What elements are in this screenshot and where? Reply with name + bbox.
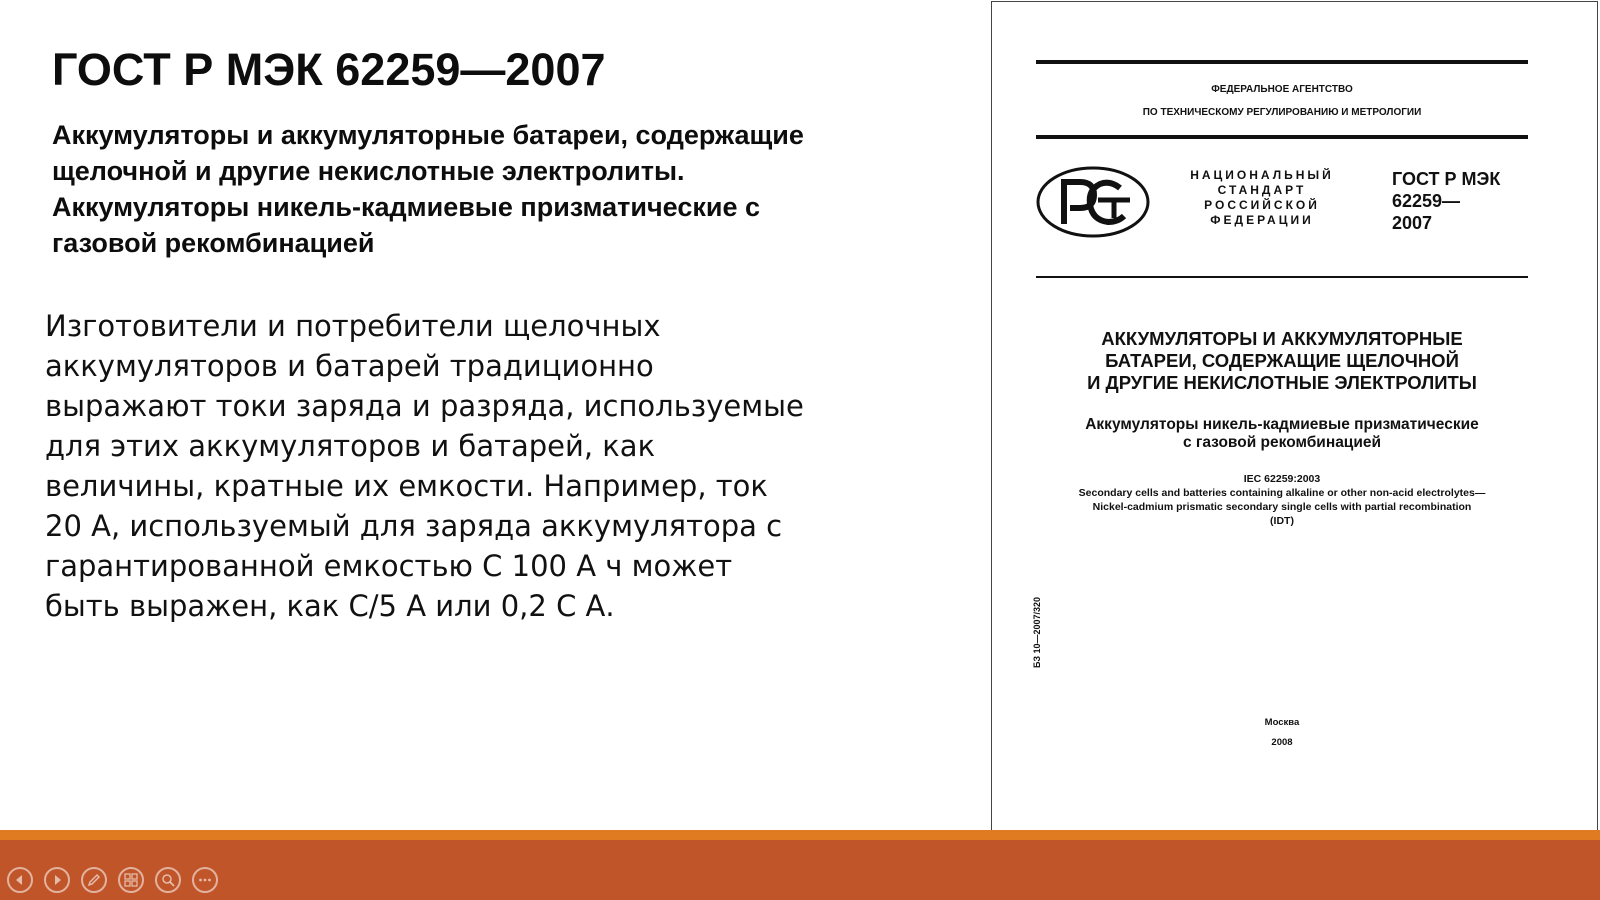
slide-subtitle: Аккумуляторы и аккумуляторные батареи, содержащие щелочной и другие некислотные электролиты. Аккумуляторы никель-кадмиевые призматические с газовой рекомбинацией	[52, 120, 804, 258]
doc-top-rule	[1036, 60, 1528, 64]
standard-cover-image	[991, 1, 1598, 831]
arrow-right-icon	[49, 872, 65, 888]
doc-code-line-1: ГОСТ Р МЭК	[1392, 169, 1501, 189]
doc-title-line-3: И ДРУГИЕ НЕКИСЛОТНЫЕ ЭЛЕКТРОЛИТЫ	[1087, 372, 1477, 393]
doc-iec-title-line-2: Nickel-cadmium prismatic secondary single cells with partial recombination	[1092, 501, 1472, 513]
doc-code-line-2: 62259—	[1392, 191, 1461, 211]
next-slide-button[interactable]	[44, 867, 70, 893]
presentation-control-bar	[0, 840, 1600, 900]
accent-line	[0, 830, 1600, 840]
doc-iec-reference: IEC 62259:2003	[1243, 473, 1321, 485]
zoom-button[interactable]	[155, 867, 181, 893]
national-standard-line-1: НАЦИОНАЛЬНЫЙ	[1190, 168, 1334, 182]
doc-code-line-3: 2007	[1392, 213, 1433, 233]
see-all-slides-button[interactable]	[118, 867, 144, 893]
doc-agency-line-1: ФЕДЕРАЛЬНОЕ АГЕНТСТВО	[1211, 84, 1353, 95]
doc-subtitle-line-1: Аккумуляторы никель-кадмиевые призматические	[1085, 416, 1479, 433]
slide-body-text: Изготовители и потребители щелочных аккумуляторов и батарей традиционно выражают токи заряда и разряда, используемые для этих аккумуляторов и батарей, как величины, кратные их емкости. Например, ток 20 А, используемый для заряда аккумулятора с гарантированной емкостью С 100 А ч может быть выражен, как С/5 А или 0,2 С А.	[45, 309, 804, 623]
doc-iec-title-line-1: Secondary cells and batteries containing alkaline or other non-acid electrolytes—	[1078, 487, 1486, 499]
doc-iec-title-line-3: (IDT)	[1270, 515, 1294, 527]
doc-side-code: БЗ 10—2007/320	[1032, 596, 1042, 668]
national-standard-line-4: ФЕДЕРАЦИИ	[1210, 213, 1314, 227]
national-standard-line-3: РОССИЙСКОЙ	[1204, 198, 1320, 212]
magnifier-icon	[160, 872, 176, 888]
doc-rule-3	[1036, 276, 1528, 278]
more-options-button[interactable]	[192, 867, 218, 893]
slides-grid-icon	[123, 872, 139, 888]
slide-title: ГОСТ Р МЭК 62259—2007	[52, 44, 606, 95]
doc-subtitle-line-2: с газовой рекомбинацией	[1182, 434, 1382, 451]
national-standard-line-2: СТАНДАРТ	[1217, 183, 1307, 197]
ellipsis-icon	[197, 872, 213, 888]
pen-tool-button[interactable]	[81, 867, 107, 893]
doc-rule-2	[1036, 135, 1528, 139]
doc-city: Москва	[1264, 717, 1300, 728]
doc-title-line-2: БАТАРЕИ, СОДЕРЖАЩИЕ ЩЕЛОЧНОЙ	[1105, 350, 1459, 371]
previous-slide-button[interactable]	[7, 867, 33, 893]
doc-agency-line-2: ПО ТЕХНИЧЕСКОМУ РЕГУЛИРОВАНИЮ И МЕТРОЛОГИИ	[1142, 107, 1422, 118]
arrow-left-icon	[12, 872, 28, 888]
rst-logo-icon	[1036, 166, 1150, 238]
doc-title-line-1: АККУМУЛЯТОРЫ И АККУМУЛЯТОРНЫЕ	[1101, 328, 1463, 349]
pen-icon	[86, 872, 102, 888]
doc-year: 2008	[1271, 737, 1293, 748]
